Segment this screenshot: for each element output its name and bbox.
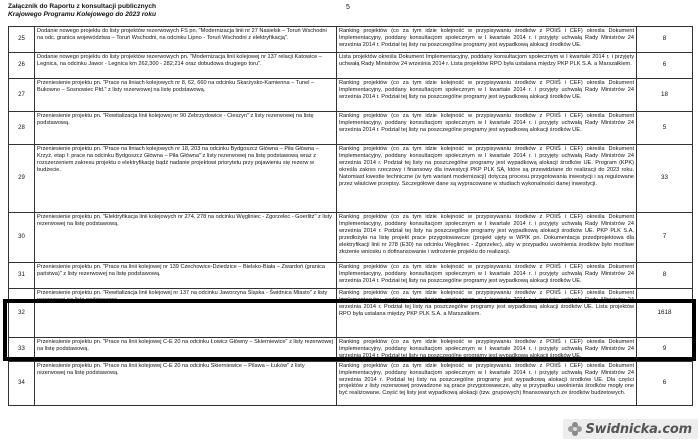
table-row — [9, 79, 693, 112]
row-description: Przeniesienie projektu pn. "Elektryfikacja linii kolejowych nr 274, 278 na odcinku Węgliniec - Zgorzelec - Goerlitz" z listy rezerwowej na listę podstawową. — [35, 213, 337, 263]
watermark-text: Swidnicka.com — [585, 421, 692, 437]
row-justification: Ranking projektów (co za tym idzie kolejność w przypisywaniu środków z POIiŚ i CEF) określa Dokument Implementacyjny, poddany konsultacjom społecznym w I kwartale 2014 r. i przyjęty uchwałą Rady Ministrów 24 września 2014 r. Podział tej listy na poszczególne programy jest wypadkową alokacji środków UE. — [337, 79, 637, 112]
row-justification: Ranking projektów (co za tym idzie kolejność w przypisywaniu środków z POIiŚ i CEF) określa Dokument Implementacyjny, poddany konsultacjom społecznym w I kwartale 2014 r. i przyjęty uchwałą Rady Ministrów 24 września 2014 r. Podział tej listy na poszczególne programy jest wypadkową alokacji środków UE. — [337, 27, 637, 53]
row-description: Przeniesienie projektu pn. "Prace na linii kolejowej nr 139 Czechowice-Dziedzice – Bielsko-Biała – Zwardoń (granica państwa)" z listy rezerwowej na listę podstawową. — [35, 263, 337, 289]
table-body — [9, 27, 693, 406]
flower-logo-icon — [567, 421, 583, 437]
row-justification: Ranking projektów (co za tym idzie kolejność w przypisywaniu środków z POIiŚ i CEF) określa Dokument Implementacyjny, poddany konsultacjom społecznym w I kwartale 2014 r. i przyjęty uchwałą Rady Ministrów 24 września 2014 r. Podział tej listy na poszczególne programy jest wypadkową alokacji środków UE. — [337, 263, 637, 289]
table-row — [9, 112, 693, 145]
row-count: 1618 — [637, 289, 693, 338]
row-count: 18 — [637, 79, 693, 112]
table-row — [9, 289, 693, 338]
header-line-1: Załącznik do Raportu z konsultacji publicznych — [8, 3, 157, 10]
row-number: 31 — [9, 263, 35, 289]
page-number: 5 — [346, 4, 350, 11]
row-count: 8 — [637, 27, 693, 53]
row-count: 6 — [637, 361, 693, 405]
row-number: 26 — [9, 53, 35, 79]
row-justification: Ranking projektów (co za tym idzie kolejność w przypisywaniu środków z POIiŚ i CEF) określa Dokument Implementacyjny, poddany konsultacjom społecznym w I kwartale 2014 r. i przyjęty uchwałą Rady Ministrów 24 września 2014 r. Podział tej listy na poszczególne programy jest wypadkową alokacji środków UE. Lista projektów RPO była ustalana między PKP PLK S.A. a Marszałkiem. — [337, 289, 637, 338]
row-description: Przeniesienie projektu pn. "Prace na linii kolejowej C-E 20 na odcinku Skierniewice – Pilawa – Łuków" z listy rezerwowej na listę podstawową. — [35, 361, 337, 405]
row-number: 25 — [9, 27, 35, 53]
row-number: 28 — [9, 112, 35, 145]
row-description: Przeniesienie projektu pn. "Prace na linii kolejowej C-E 20 na odcinku Łowicz Główny – Skierniewice" z listy rezerwowej na listę podstawową. — [35, 338, 337, 362]
row-description: Przeniesienie projektu pn. "Rewitalizacja linii kolejowej nr 90 Zebrzydowice - Cieszyn" z listy rezerwowej na listę podstawową. — [35, 112, 337, 145]
row-number: 27 — [9, 79, 35, 112]
watermark — [563, 419, 699, 439]
row-description: Przeniesienie projektu pn. "Prace na liniach kolejowych nr 8, 62, 660 na odcinku Skarżysko-Kamienna – Tunel – Bukowno – Sosnowiec Płd." z listy rezerwowej na listę podstawową. — [35, 79, 337, 112]
table-row — [9, 145, 693, 213]
row-description: Przeniesienie projektu pn. "Rewitalizacja linii kolejowej nr 137 na odcinku Jaworzyna Śląska - Świdnica Miasto" z listy rezerwowej na listę podstawową. — [35, 289, 337, 338]
row-description: Przeniesienie projektu pn. "Prace na liniach kolejowych nr 18, 203 na odcinku Bydgoszcz Główna – Piła Główna – Krzyż, etap I: prace na odcinku Bydgoszcz Główna – Piła Główna" z listy rezerwowej na listę podstawową wraz z rozszerzeniem zakresu projektu o elektryfikację bądź nadanie projektowi priorytetu przy pojawieniu się rezerw w budżecie. — [35, 145, 337, 213]
row-justification: Lista projektów określa Dokument Implementacyjny, poddany konsultacjom społecznym w I kwartale 2014 r. i przyjęty uchwałą Rady Ministrów 24 września 2014 r. Lista projektów RPO była ustalana między PKP PLK S.A. a Marszałkiem. — [337, 53, 637, 79]
table-row — [9, 213, 693, 263]
document-header — [8, 3, 156, 19]
table-row — [9, 263, 693, 289]
table-row — [9, 361, 693, 405]
row-count: 5 — [637, 112, 693, 145]
row-number: 30 — [9, 213, 35, 263]
row-justification: Ranking projektów (co za tym idzie kolejność w przypisywaniu środków z POIiŚ i CEF) określa Dokument Implementacyjny, poddany konsultacjom społecznym w I kwartale 2014 r. i przyjęty uchwałą Rady Ministrów 24 września 2014 r. Podział tej listy na poszczególne programy jest wypadkową alokacji środków UE. — [337, 112, 637, 145]
table-row — [9, 338, 693, 362]
row-count: 8 — [637, 263, 693, 289]
row-description: Dodanie nowego projektu do listy projektów rezerwowych pn. "Modernizacja linii kolejowej nr 137 relacji Katowice – Legnica, na odcinku Jawor - Legnica km 262,300 - 282,214 oraz dobudowa drugiego toru". — [35, 53, 337, 79]
row-justification: Ranking projektów (co za tym idzie kolejność w przypisywaniu środków z POIiŚ i CEF) określa Dokument Implementacyjny, poddany konsultacjom społecznym w I kwartale 2014 r. i przyjęty uchwałą Rady Ministrów 24 września 2014 r. Podział tej listy na poszczególne programy jest wypadkową alokacji środków UE. Dla części projektów z listy rezerwowej prowadzone są prace przygotowawcze, aby w przypadku uwolnienia środków mogły one być realizowane. Część tej listy jest wypadkową alokacji (tzw. grupowych) finansowanych ze środków budżetowych. — [337, 361, 637, 405]
row-count: 9 — [637, 338, 693, 362]
row-description: Dodanie nowego projektu do listy projektów rezerwowych FS pn. "Modernizacja linii nr 27 Nasielsk – Toruń Wschodni na odc. granica województwa – Toruń Wschodni, na odcinku Lipno - Toruń Wschodni z elektryfikacją". — [35, 27, 337, 53]
table-row — [9, 27, 693, 53]
row-number: 34 — [9, 361, 35, 405]
table-row — [9, 53, 693, 79]
consultation-table — [8, 26, 693, 406]
row-justification: Ranking projektów (co za tym idzie kolejność w przypisywaniu środków z POIiŚ i CEF) określa Dokument Implementacyjny, poddany konsultacjom społecznym w I kwartale 2014 r. i przyjęty uchwałą Rady Ministrów 24 września 2014 r. Podział tej listy na poszczególne programy jest wypadkową alokacji środków UE. PKP PLK S.A. przedłożyła na listę projekt prace przygotowawcze (projekt ujęty w WPIK pn. Dokumentacja przedprojektowa dla elektryfikacji linii nr 278 (E30) na odcinku Węgliniec - Zgorzelec), aby w przypadku uwolnienia środków było możliwe złożenie wniosku o dofinansowanie i wdrożenie projektu do realizacji. — [337, 213, 637, 263]
row-justification: Ranking projektów (co za tym idzie kolejność w przypisywaniu środków z POIiŚ i CEF) określa Dokument Implementacyjny, poddany konsultacjom społecznym w I kwartale 2014 r. i przyjęty uchwałą Rady Ministrów 24 września 2014 r. Podział tej listy na poszczególne programy jest wypadkową alokacji środków UE. — [337, 338, 637, 362]
row-count: 7 — [637, 213, 693, 263]
header-line-2: Krajowego Programu Kolejowego do 2023 roku — [8, 11, 157, 18]
row-count: 33 — [637, 145, 693, 213]
row-number: 29 — [9, 145, 35, 213]
row-justification: Ranking projektów (co za tym idzie kolejność w przypisywaniu środków z POIiŚ i CEF) określa Dokument Implementacyjny, poddany konsultacjom społecznym w I kwartale 2014 r. i przyjęty uchwałą Rady Ministrów 24 września 2014 r. Podział tej listy na poszczególne programy jest wypadkową alokacji środków UE. Program (KPK) określa zakres rzeczowy i finansowy dla inwestycji PKP PLK SA, które są przewidziane do realizacji do 2023 roku. Natomiast kwestie techniczne (w tym wariant modernizacji) dotyczą procesu przygotowania inwestycji i są regulowane przez właściwe przepisy. Szczegółowe dane są wypracowane w studiach wykonalności danej inwestycji. — [337, 145, 637, 213]
row-number: 32 — [9, 289, 35, 338]
row-number: 33 — [9, 338, 35, 362]
row-count: 6 — [637, 53, 693, 79]
